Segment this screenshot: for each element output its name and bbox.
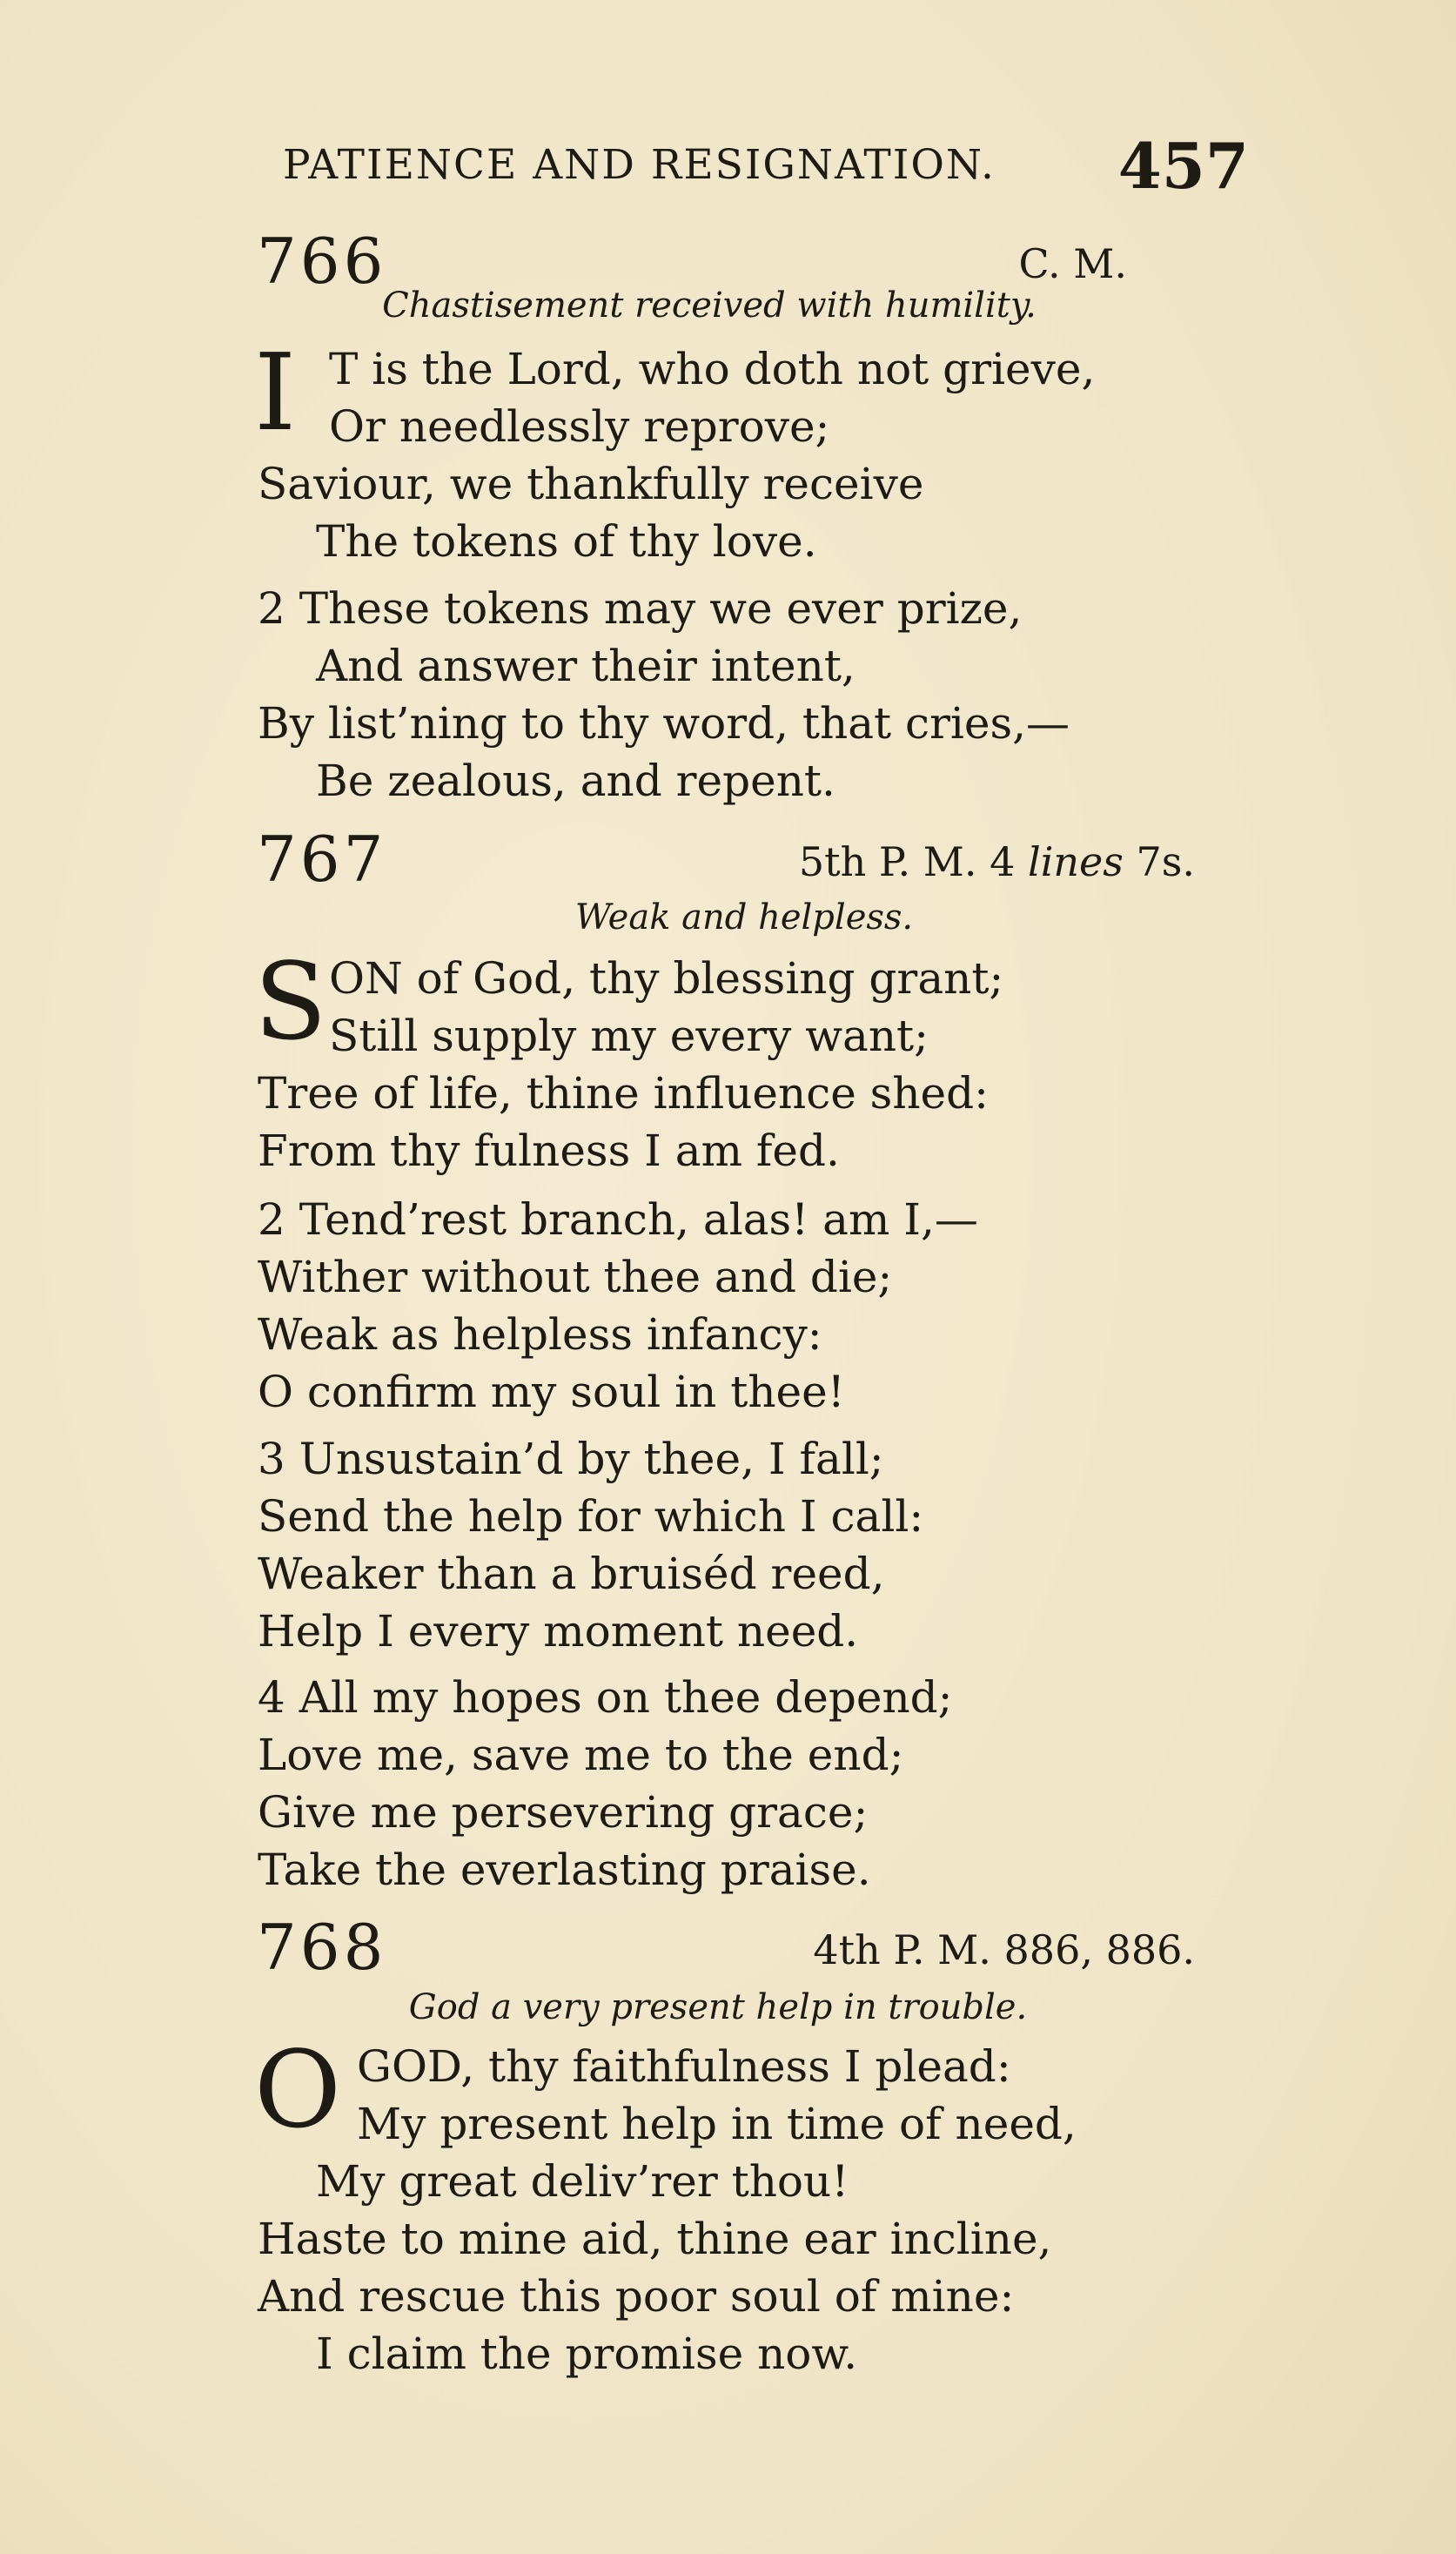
running-head: PATIENCE AND RESIGNATION. <box>283 141 996 189</box>
verse-line: ON of God, thy blessing grant; <box>329 953 1004 1004</box>
hymn-subtitle: God a very present help in trouble. <box>408 1987 1028 2027</box>
verse-line: 3 Unsustain’d by thee, I fall; <box>258 1434 884 1484</box>
verse-line: By list’ning to thy word, that cries,— <box>258 698 1070 749</box>
hymn-number: 767 <box>257 823 387 896</box>
page-header <box>283 129 1249 203</box>
verse-line: Or needlessly reprove; <box>329 401 830 452</box>
verse-line: 4 All my hopes on thee depend; <box>258 1672 953 1723</box>
verse-line: Weak as helpless infancy: <box>258 1309 822 1360</box>
verse-line: Saviour, we thankfully receive <box>258 459 924 509</box>
verse-line: GOD, thy faithfulness I plead: <box>357 2041 1011 2092</box>
hymn-subtitle: Chastisement received with humility. <box>382 286 1037 326</box>
verse-line: I claim the promise now. <box>316 2329 858 2379</box>
verse-line: Give me persevering grace; <box>258 1787 869 1838</box>
verse-line: And rescue this poor soul of mine: <box>258 2271 1015 2322</box>
hymn-meter: C. M. <box>1018 240 1127 287</box>
verse-line: From thy fulness I am fed. <box>258 1126 840 1176</box>
verse-line: My great deliv’rer thou! <box>316 2156 849 2207</box>
hymn-766-heading <box>257 225 1214 338</box>
hymn-768-heading <box>257 1911 1214 2027</box>
verse-line: Wither without thee and die; <box>258 1252 893 1302</box>
hymn-number: 768 <box>257 1911 387 1984</box>
verse-line: 2 These tokens may we ever prize, <box>258 583 1023 634</box>
drop-cap: S <box>254 940 327 1064</box>
verse-line: Still supply my every want; <box>329 1011 929 1061</box>
hymn-subtitle: Weak and helpless. <box>574 897 914 938</box>
verse-line: And answer their intent, <box>316 641 855 691</box>
verse-line: My present help in time of need, <box>357 2099 1077 2149</box>
verse-line: 2 Tend’rest branch, alas! am I,— <box>258 1194 978 1245</box>
hymn-meter: 5th P. M. 4 lines 7s. <box>798 838 1195 885</box>
hymn-767-heading <box>257 823 1214 936</box>
drop-cap: O <box>254 2028 342 2152</box>
drop-cap: I <box>254 331 297 454</box>
verse-line: Haste to mine aid, thine ear incline, <box>258 2214 1052 2264</box>
verse-line: Send the help for which I call: <box>258 1491 924 1542</box>
verse-line: T is the Lord, who doth not grieve, <box>329 344 1096 394</box>
verse-line: Love me, save me to the end; <box>258 1730 904 1780</box>
hymn-number: 766 <box>257 225 387 298</box>
verse-line: Take the everlasting praise. <box>258 1845 871 1895</box>
page-number: 457 <box>1117 129 1249 203</box>
hymn-meter: 4th P. M. 886, 886. <box>813 1926 1195 1973</box>
verse-line: Be zealous, and repent. <box>316 756 835 806</box>
verse-line: O confirm my soul in thee! <box>258 1367 845 1417</box>
verse-line: The tokens of thy love. <box>316 516 817 567</box>
verse-line: Weaker than a bruiséd reed, <box>258 1549 885 1599</box>
verse-line: Help I every moment need. <box>258 1606 859 1657</box>
verse-line: Tree of life, thine influence shed: <box>258 1068 989 1119</box>
